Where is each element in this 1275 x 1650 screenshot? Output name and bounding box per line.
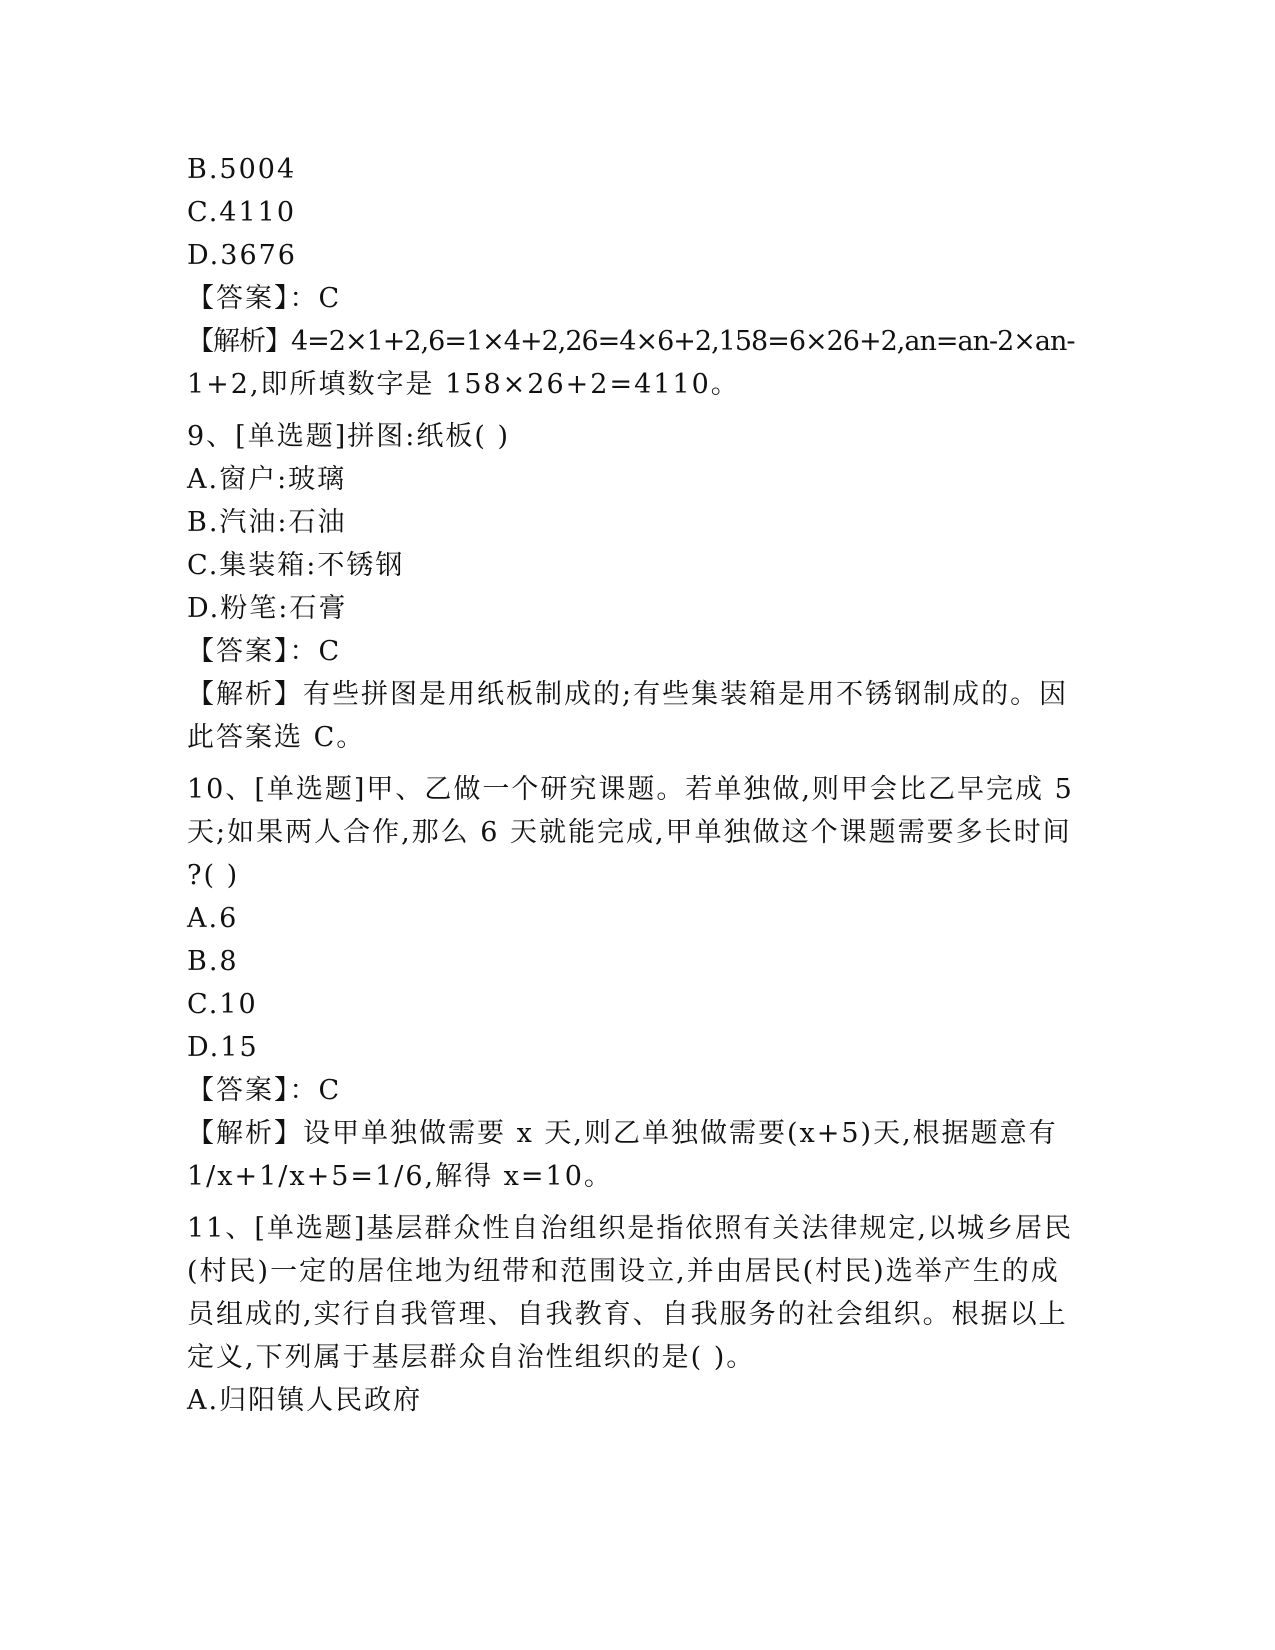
q10-option-b: B.8 (187, 946, 239, 977)
q8-answer: 【答案】：C (187, 283, 342, 314)
q11-question-line-1: 11、[单选题]基层群众性自治组织是指依照有关法律规定,以城乡居民 (187, 1213, 1074, 1244)
q10-option-d: D.15 (187, 1032, 259, 1063)
q9-option-c: C.集装箱:不锈钢 (187, 550, 405, 581)
spacer (187, 406, 1082, 415)
q11-question-line-3: 员组成的,实行自我管理、自我教育、自我服务的社会组织。根据以上 (187, 1299, 1068, 1330)
spacer (187, 759, 1082, 768)
q9-analysis-line-1: 【解析】有些拼图是用纸板制成的;有些集装箱是用不锈钢制成的。因 (187, 679, 1069, 710)
q10-option-c: C.10 (187, 989, 258, 1020)
q10-question-line-3: ?( ) (187, 860, 240, 891)
q8-option-b: B.5004 (187, 154, 297, 185)
q11-question-line-4: 定义,下列属于基层群众自治性组织的是( )。 (187, 1342, 756, 1373)
q8-option-d: D.3676 (187, 240, 297, 271)
spacer (187, 1198, 1082, 1207)
q10-analysis-line-1: 【解析】设甲单独做需要 x 天,则乙单独做需要(x+5)天,根据题意有 (187, 1118, 1058, 1149)
q9-option-a: A.窗户:玻璃 (187, 464, 347, 495)
q9-option-b: B.汽油:石油 (187, 507, 347, 538)
q10-question-line-2: 天;如果两人合作,那么 6 天就能完成,甲单独做这个课题需要多长时间 (187, 817, 1072, 848)
q11-question-line-2: (村民)一定的居住地为纽带和范围设立,并由居民(村民)选举产生的成 (187, 1256, 1060, 1287)
q9-analysis-line-2: 此答案选 C。 (187, 722, 366, 753)
q9-question: 9、[单选题]拼图:纸板( ) (187, 421, 510, 452)
q10-question-line-1: 10、[单选题]甲、乙做一个研究课题。若单独做,则甲会比乙早完成 5 (187, 774, 1074, 805)
document-content (187, 148, 1082, 1422)
q10-option-a: A.6 (187, 903, 239, 934)
q10-analysis-line-2: 1/x+1/x+5=1/6,解得 x=10。 (187, 1161, 613, 1192)
q11-option-a: A.归阳镇人民政府 (187, 1385, 423, 1416)
q8-option-c: C.4110 (187, 197, 296, 228)
q9-answer: 【答案】：C (187, 636, 342, 667)
q9-option-d: D.粉笔:石膏 (187, 593, 348, 624)
q8-analysis-line-2: 1+2,即所填数字是 158×26+2=4110。 (187, 369, 740, 400)
q10-answer: 【答案】：C (187, 1075, 342, 1106)
q8-analysis-line-1: 【解析】4=2×1+2,6=1×4+2,26=4×6+2,158=6×26+2,an=an-2×an- (187, 326, 1075, 357)
